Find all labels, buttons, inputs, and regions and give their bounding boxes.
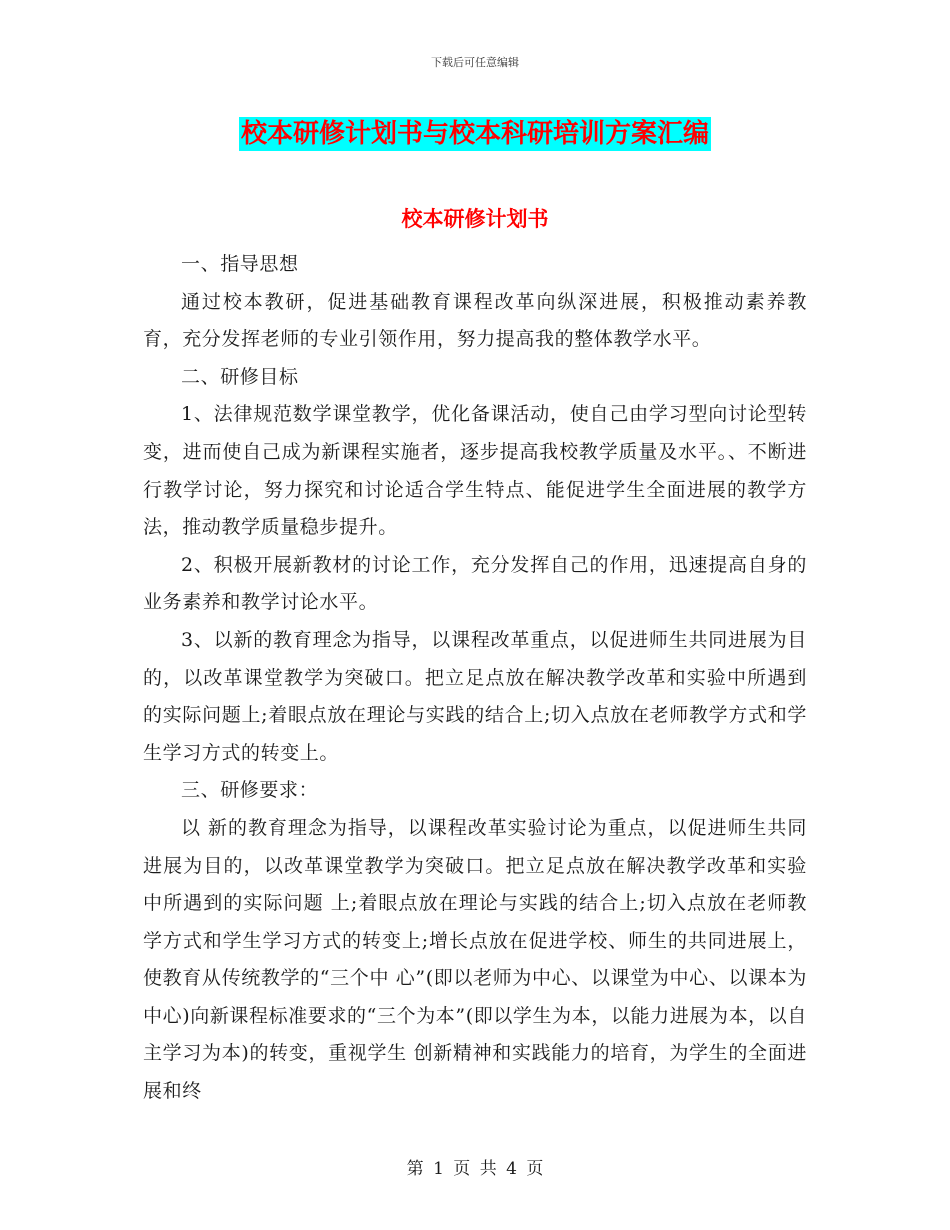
header-note: 下载后可任意编辑	[431, 56, 519, 69]
heading-guiding-thought: 一、指导思想	[181, 253, 299, 275]
document-title-text: 校本研修计划书与校本科研培训方案汇编	[240, 119, 709, 149]
heading-study-goals: 二、研修目标	[181, 365, 299, 388]
page-footer: 第 1 页 共 4 页	[406, 1159, 544, 1179]
paragraph: 通过校本教研，促进基础教育课程改革向纵深进展，积极推动素养教育，充分发挥老师的专业引领作用，努力提高我的整体教学水平。	[143, 290, 807, 351]
section-title: 校本研修计划书	[401, 206, 549, 231]
paragraph: 2、积极开展新教材的讨论工作，充分发挥自己的作用，迅速提高自身的业务素养和教学讨论水平。	[143, 553, 807, 614]
heading-study-requirements: 三、研修要求：	[181, 779, 319, 802]
document-title	[0, 113, 950, 150]
paragraph: 1、法律规范数学课堂教学，优化备课活动，使自己由学习型向讨论型转变，进而使自己成为新课程实施者，逐步提高我校教学质量及水平。、不断进行教学讨论，努力探究和讨论适合学生特点、能促进学生全面进展的教学方法，推动教学质量稳步提升。	[143, 403, 807, 539]
paragraph: 3、以新的教育理念为指导，以课程改革重点，以促进师生共同进展为目的，以改革课堂教学为突破口。把立足点放在解决教学改革和实验中所遇到的实际问题上;着眼点放在理论与实践的结合上;切入点放在老师教学方式和学生学习方式的转变上。	[143, 628, 807, 764]
document-body	[143, 246, 807, 1111]
paragraph: 以 新的教育理念为指导，以课程改革实验讨论为重点，以促进师生共同进展为目的，以改革课堂教学为突破口。把立足点放在解决教学改革和实验中所遇到的实际问题 上;着眼点放在理论与实践的结合上;切入点放在老师教学方式和学生学习方式的转变上;增长点放在促进学校、师生的共同进展上，使教育从传统教学的“三个中 心”(即以老师为中心、以课堂为中心、以课本为中心)向新课程标准要求的“三个为本”(即以学生为本，以能力进展为本，以自主学习为本)的转变，重视学生 创新精神和实践能力的培育，为学生的全面进展和终	[143, 816, 807, 1103]
